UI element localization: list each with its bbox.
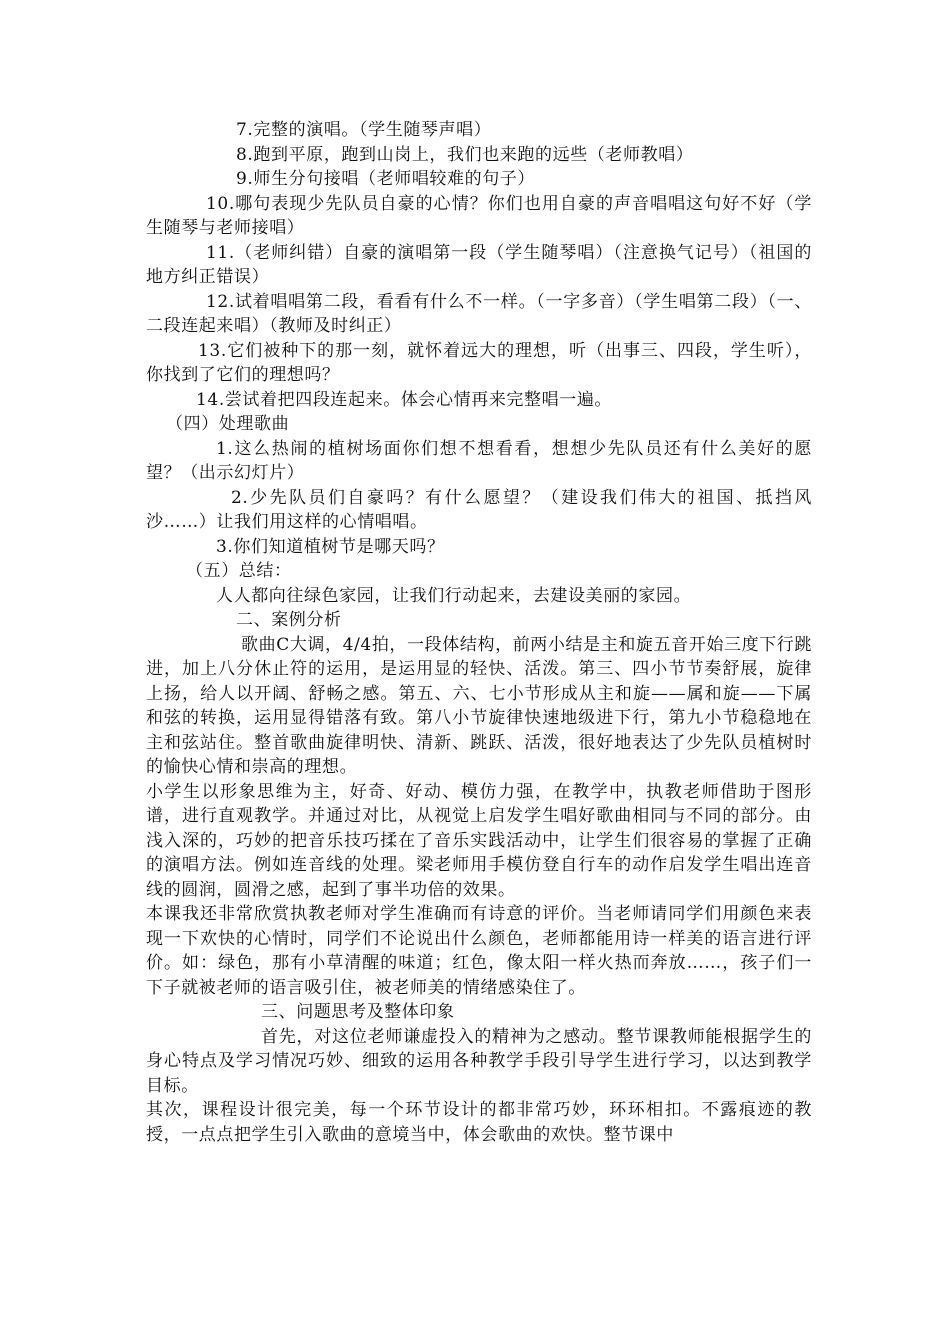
section-4-heading: （四）处理歌曲 [166, 414, 290, 434]
case-analysis-paragraph: 歌曲C大调，4/4拍，一段体结构，前两小结是主和旋五音开始三度下行跳进，加上八分休止符的运用，是运用显的轻快、活泼。第三、四小节节奏舒展，旋律上扬，给人以开阔、舒畅之感。第五、六、七小节形成从主和旋——属和旋——下属和弦的转换，运用显得错落有致。第八小节旋律快速地级进下行，第九小节稳稳地在主和弦站住。整首歌曲旋律明快、清新、跳跃、活泼，很好地表达了少先队员植树时的愉快心情和崇高的理想。 [146, 634, 812, 777]
section-5-text: 人人都向往绿色家园，让我们行动起来，去建设美丽的家园。 [216, 585, 692, 606]
reflection-heading: 三、问题思考及整体印象 [261, 1002, 455, 1022]
document-page [146, 118, 812, 1147]
step-14: 14.尝试着把四段连起来。体会心情再来完整唱一遍。 [196, 389, 613, 410]
step-11: 11.（老师纠错）自豪的演唱第一段（学生随琴唱）（注意换气记号）（祖国的地方纠正错误） [146, 242, 812, 287]
reflection-paragraph: 其次，课程设计很完美，每一个环节设计的都非常巧妙，环环相扣。不露痕迹的教授，一点点把学生引入歌曲的意境当中，体会歌曲的欢快。整节课中 [146, 1100, 812, 1145]
case-analysis-heading: 二、案例分析 [236, 610, 342, 630]
step-13: 13.它们被种下的那一刻，就怀着远大的理想，听（出事三、四段，学生听），你找到了它们的理想吗？ [146, 340, 812, 385]
step-8: 8.跑到平原，跑到山岗上，我们也来跑的远些（老师教唱） [236, 144, 694, 165]
step-12: 12.试着唱唱第二段，看看有什么不一样。（一字多音）（学生唱第二段）（一、二段连起来唱）（教师及时纠正） [146, 291, 812, 336]
reflection-paragraph: 首先，对这位老师谦虚投入的精神为之感动。整节课教师能根据学生的身心特点及学习情况巧妙、细致的运用各种教学手段引导学生进行学习，以达到教学目标。 [146, 1026, 812, 1096]
section-4-item: 2.少先队员们自豪吗？有什么愿望？（建设我们伟大的祖国、抵挡风沙……）让我们用这样的心情唱唱。 [146, 487, 812, 532]
step-7: 7.完整的演唱。（学生随琴声唱） [236, 120, 492, 140]
section-4-item: 1.这么热闹的植树场面你们想不想看看，想想少先队员还有什么美好的愿望？（出示幻灯片） [146, 438, 812, 483]
section-4-item: 3.你们知道植树节是哪天吗？ [216, 536, 445, 557]
section-5-heading: （五）总结： [186, 561, 292, 581]
case-analysis-paragraph: 小学生以形象思维为主，好奇、好动、模仿力强，在教学中，执教老师借助于图形谱，进行直观教学。并通过对比，从视觉上启发学生唱好歌曲相同与不同的部分。由浅入深的，巧妙的把音乐技巧揉在了音乐实践活动中，让学生们很容易的掌握了正确的演唱方法。例如连音线的处理。梁老师用手模仿登自行车的动作启发学生唱出连音线的圆润，圆滑之感，起到了事半功倍的效果。 [146, 781, 812, 900]
step-9: 9.师生分句接唱（老师唱较难的句子） [236, 169, 536, 189]
step-10: 10.哪句表现少先队员自豪的心情？你们也用自豪的声音唱唱这句好不好（学生随琴与老师接唱） [146, 193, 812, 238]
case-analysis-paragraph: 本课我还非常欣赏执教老师对学生准确而有诗意的评价。当老师请同学们用颜色来表现一下欢快的心情时，同学们不论说出什么颜色，老师都能用诗一样美的语言进行评价。如：绿色，那有小草清醒的味道；红色，像太阳一样火热而奔放……，孩子们一下子就被老师的语言吸引住，被老师美的情绪感染住了。 [146, 904, 812, 998]
